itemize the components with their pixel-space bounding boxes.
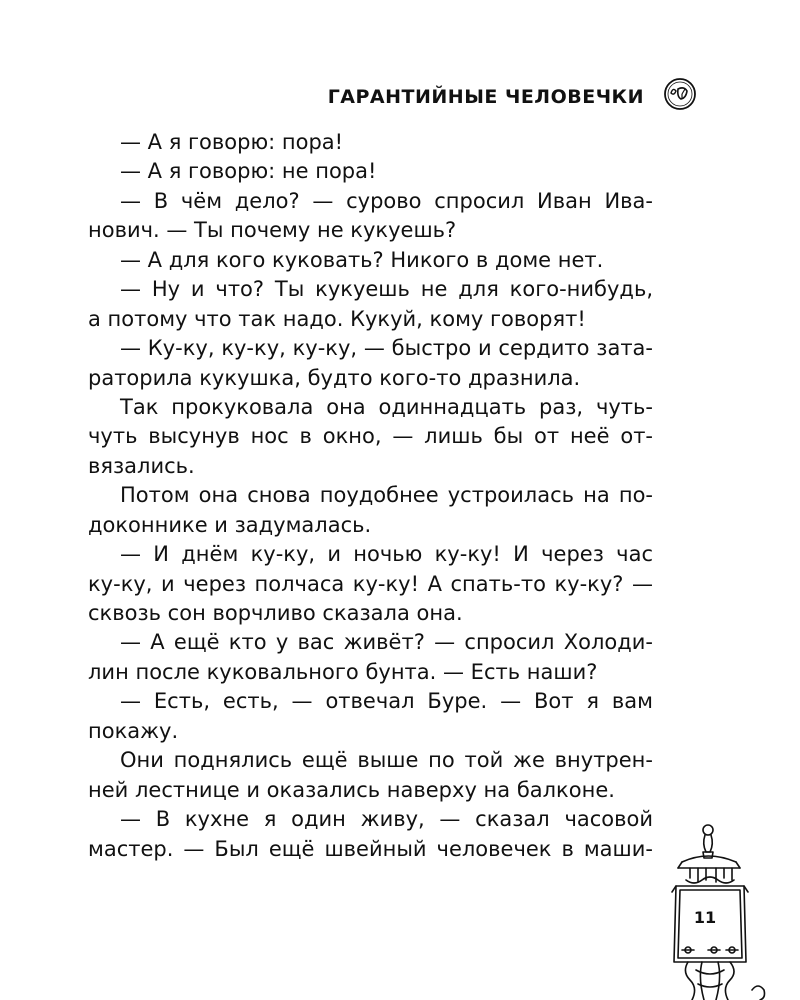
- text-line: ней лестнице и оказались наверху на балконе.: [88, 777, 615, 802]
- text-line: — А я говорю: пора!: [120, 130, 344, 154]
- text-line: Потом она снова поудобнее устроилась на по-: [120, 483, 653, 508]
- text-line: сквозь сон ворчливо сказала она.: [88, 601, 463, 625]
- text-line: чуть высунув нос в окно, — лишь бы от неё от-: [88, 424, 653, 449]
- text-line: — Ку-ку, ку-ку, ку-ку, — быстро и сердито зата-: [120, 336, 653, 361]
- text-line: нович. — Ты почему не кукуешь?: [88, 218, 457, 243]
- text-line: доконнике и задумалась.: [88, 512, 372, 537]
- text-line: — А для кого куковать? Никого в доме нет.: [120, 247, 604, 272]
- text-line: — В кухне я один живу, — сказал часовой: [120, 807, 653, 832]
- text-line: — В чём дело? — сурово спросил Иван Ива-: [120, 188, 653, 213]
- text-line: — А ещё кто у вас живёт? — спросил Холоди-: [120, 630, 653, 655]
- running-header-title: ГАРАНТИЙНЫЕ ЧЕЛОВЕЧКИ: [327, 86, 644, 108]
- text-line: вязались.: [88, 453, 195, 478]
- text-line: лин после куковального бунта. — Есть наши?: [88, 659, 598, 684]
- text-line: — Есть, есть, — отвечал Буре. — Вот я вам: [120, 689, 653, 714]
- body-text: [88, 128, 653, 864]
- text-line: а потому что так надо. Кукуй, кому говорят!: [88, 306, 586, 331]
- text-line: покажу.: [88, 718, 179, 743]
- text-line: мастер. — Был ещё швейный человечек в маши-: [88, 836, 653, 861]
- text-line: — А я говорю: не пора!: [120, 159, 377, 184]
- text-line: Так прокуковала она одиннадцать раз, чуть-: [120, 394, 653, 419]
- page-number: 11: [693, 908, 717, 927]
- text-line: — Ну и что? Ты кукуешь не для кого-нибудь,: [120, 277, 653, 302]
- text-line: — И днём ку-ку, и ночью ку-ку! И через час: [120, 542, 653, 567]
- clock-face-icon: [662, 76, 698, 112]
- text-line: Они поднялись ещё выше по той же внутрен-: [120, 748, 653, 773]
- text-line: ку-ку, и через полчаса ку-ку! А спать-то ку-ку? —: [88, 571, 653, 596]
- text-line: раторила кукушка, будто кого-то дразнила.: [88, 365, 581, 390]
